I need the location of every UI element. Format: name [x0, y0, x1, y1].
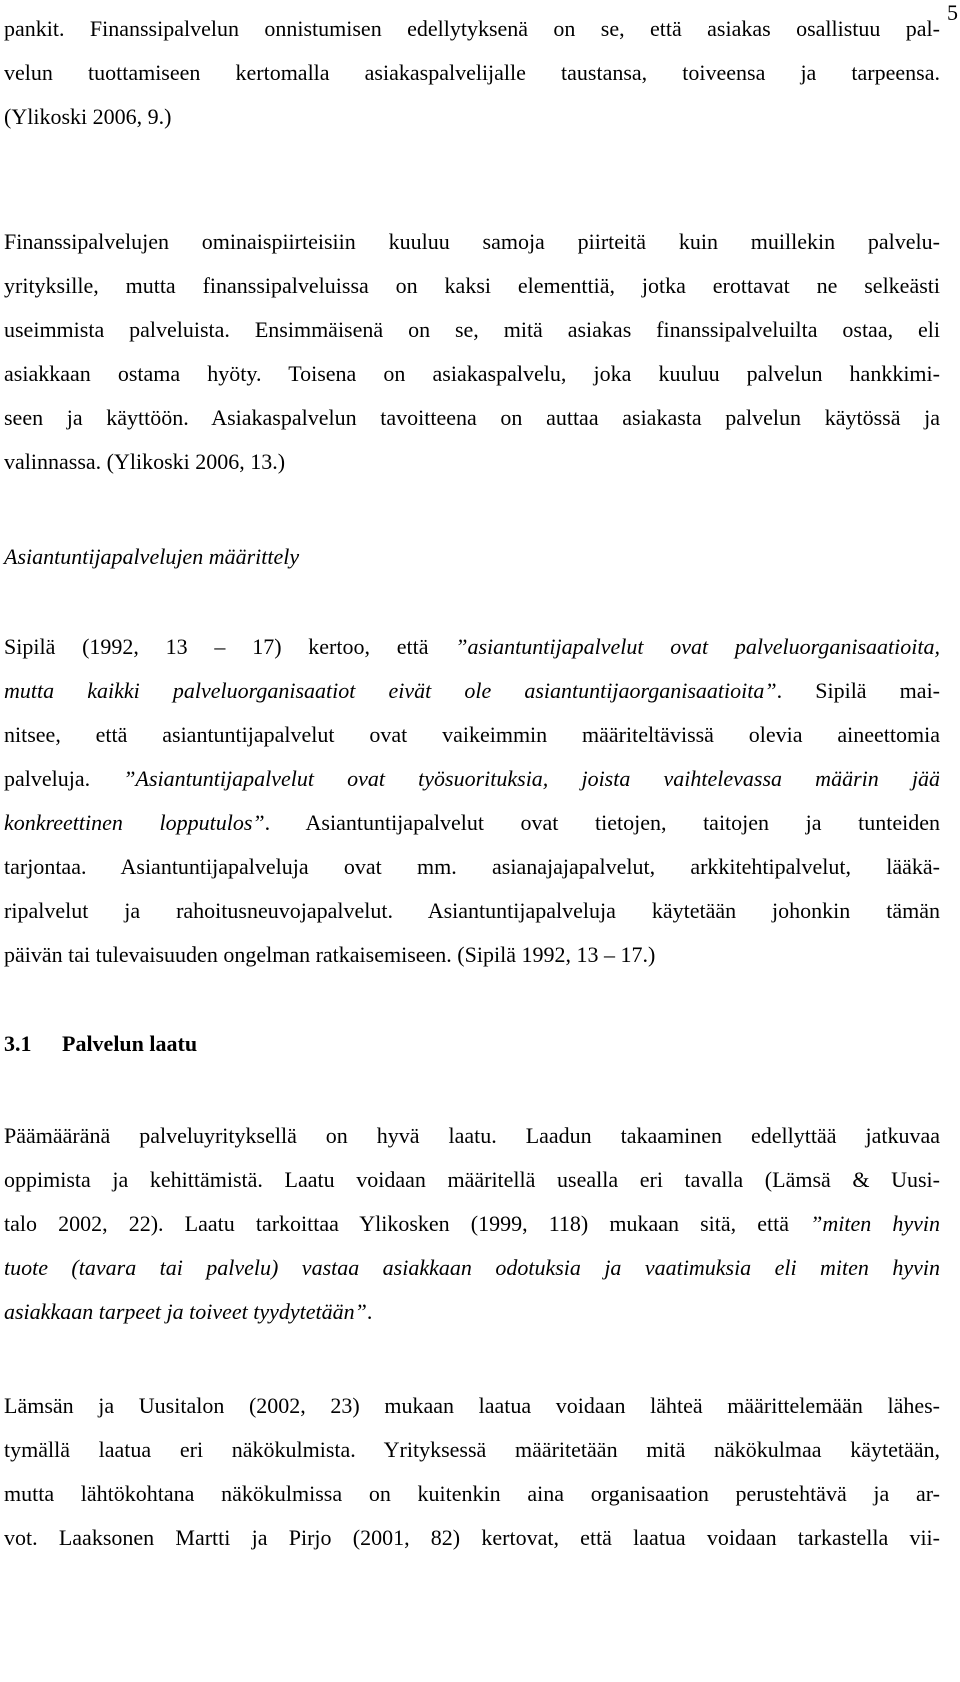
text-line: tarjontaa. Asiantuntijapalveluja ovat mm. asianajajapalvelut, arkkitehtipalvelut, lääkä-	[4, 854, 940, 879]
text-line: asiakkaan ostama hyöty. Toisena on asiakaspalvelu, joka kuuluu palvelun hankkimi-	[4, 361, 940, 386]
quote-span: ”miten hyvin	[810, 1211, 940, 1236]
text-line: useimmista palveluista. Ensimmäisenä on se, mitä asiakas finanssipalveluilta ostaa, eli	[4, 317, 940, 342]
text-line: tymällä laatua eri näkökulmista. Yrityksessä määritetään mitä näkökulmaa käytetään,	[4, 1437, 940, 1462]
text-line: Päämääränä palveluyrityksellä on hyvä laatu. Laadun takaaminen edellyttää jatkuvaa	[4, 1123, 940, 1148]
section-heading	[4, 1031, 197, 1057]
text-line	[4, 766, 940, 792]
text-span: Sipilä (1992, 13 – 17) kertoo, että	[4, 634, 456, 659]
text-line: pankit. Finanssipalvelun onnistumisen edellytyksenä on se, että asiakas osallistuu pal-	[4, 16, 940, 41]
page-number: 5	[947, 0, 958, 25]
text-span: .	[366, 1299, 373, 1324]
text-span: palveluja.	[4, 766, 124, 791]
text-line	[4, 810, 940, 836]
quote-span: mutta kaikki palveluorganisaatiot eivät ole asiantuntijaorganisaatioita”	[4, 678, 777, 703]
quote-span: asiakkaan tarpeet ja toiveet tyydytetään”	[4, 1299, 367, 1324]
text-line	[4, 1211, 940, 1237]
text-line: (Ylikoski 2006, 9.)	[4, 104, 172, 129]
quote-span: ”Asiantuntijapalvelut ovat työsuorituksia, joista vaihtelevassa määrin jää	[123, 766, 941, 791]
text-span: . Asiantuntijapalvelut ovat tietojen, taitojen ja tunteiden	[264, 810, 940, 835]
text-line	[4, 1255, 940, 1281]
text-span: . Sipilä mai-	[776, 678, 941, 703]
text-line: vot. Laaksonen Martti ja Pirjo (2001, 82) kertovat, että laatua voidaan tarkastella vii-	[4, 1525, 940, 1550]
section-title: Palvelun laatu	[62, 1031, 198, 1056]
text-line: yrityksille, mutta finanssipalveluissa on kaksi elementtiä, jotka erottavat ne selkeästi	[4, 273, 940, 298]
text-line	[4, 678, 940, 704]
text-line: valinnassa. (Ylikoski 2006, 13.)	[4, 449, 286, 474]
text-line	[4, 634, 940, 660]
section-subheading: Asiantuntijapalvelujen määrittely	[4, 544, 300, 569]
text-line: ripalvelut ja rahoitusneuvojapalvelut. Asiantuntijapalveluja käytetään johonkin tämän	[4, 898, 940, 923]
text-line: mutta lähtökohtana näkökulmissa on kuitenkin aina organisaation perustehtävä ja ar-	[4, 1481, 940, 1506]
quote-span: konkreettinen lopputulos”	[4, 810, 265, 835]
quote-span: tuote (tavara tai palvelu) vastaa asiakkaan odotuksia ja vaatimuksia eli miten hyvin	[4, 1255, 940, 1280]
text-line: seen ja käyttöön. Asiakaspalvelun tavoitteena on auttaa asiakasta palvelun käytössä ja	[4, 405, 940, 430]
text-line: päivän tai tulevaisuuden ongelman ratkaisemiseen. (Sipilä 1992, 13 – 17.)	[4, 942, 656, 967]
quote-span: ”asiantuntijapalvelut ovat palveluorganisaatioita,	[455, 634, 940, 659]
text-line: oppimista ja kehittämistä. Laatu voidaan määritellä usealla eri tavalla (Lämsä & Uusi-	[4, 1167, 940, 1192]
text-line: Finanssipalvelujen ominaispiirteisiin kuuluu samoja piirteitä kuin muillekin palvelu-	[4, 229, 940, 254]
text-line	[4, 1299, 372, 1325]
text-span: talo 2002, 22). Laatu tarkoittaa Ylikosken (1999, 118) mukaan sitä, että	[4, 1211, 811, 1236]
text-line: nitsee, että asiantuntijapalvelut ovat vaikeimmin määriteltävissä olevia aineettomia	[4, 722, 940, 747]
section-number: 3.1	[4, 1031, 32, 1056]
text-line: Lämsän ja Uusitalon (2002, 23) mukaan laatua voidaan lähteä määrittelemään lähes-	[4, 1393, 940, 1418]
text-line: velun tuottamiseen kertomalla asiakaspalvelijalle taustansa, toiveensa ja tarpeensa.	[4, 60, 940, 85]
